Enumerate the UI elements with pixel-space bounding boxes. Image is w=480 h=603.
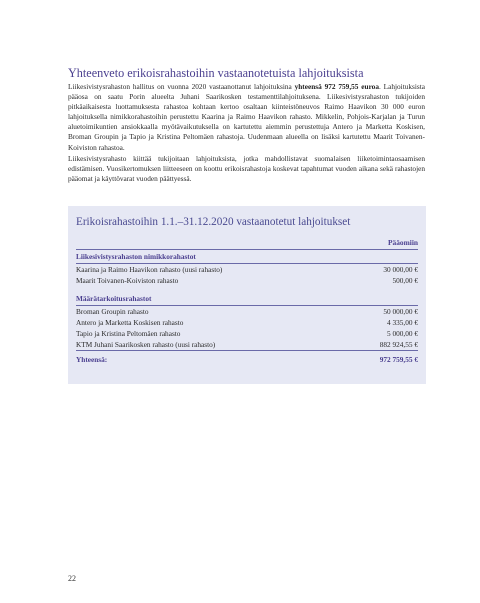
fund-name: KTM Juhani Saarikosken rahasto (uusi rahasto)	[76, 340, 216, 349]
page-heading: Yhteenveto erikoisrahastoihin vastaanotetuista lahjoituksista	[68, 66, 364, 80]
section-title-purpose-funds: Määrätarkoitusrahastot	[76, 292, 418, 306]
fund-name: Maarit Toivanen-Koiviston rahasto	[76, 276, 179, 285]
intro-text-start: Liikesivistysrahaston hallitus on vuonna 2020 vastaanottanut lahjoituksina	[68, 82, 295, 91]
fund-name: Broman Groupin rahasto	[76, 307, 149, 316]
fund-amount: 4 335,00 €	[386, 318, 418, 327]
total-label: Yhteensä:	[76, 355, 108, 364]
section-title-named-funds: Liikesivistysrahaston nimikkorahastot	[76, 250, 418, 264]
fund-amount: 50 000,00 €	[383, 307, 418, 316]
table-row	[76, 339, 418, 351]
table-title: Erikoisrahastoihin 1.1.–31.12.2020 vastaanotetut lahjoitukset	[76, 216, 351, 228]
fund-amount: 5 000,00 €	[386, 329, 418, 338]
intro-text-end: . Lahjoituksista pääosa on saatu Porin alueelta Juhani Saarikosken testamenttilahjoituksena. Liikesivistysrahaston tukijoiden pitkäaikaisesta luottamuksesta rahastoa kohtaan kertoo osaltaan kiinteistöneuvos Raimo Haavikon 30 000 euron lahjoituksella nimikkorahastoihin perustettu Kaarina ja Raimo Haavikon rahasto. Mikkelin, Pohjois-Karjalan ja Turun aluetoimikuntien ansiokkaalla myötävaikutuksella on kartutettu aiemmin perustettuja Antero ja Marketta Koskisen, Broman Groupin ja Tapio ja Kristina Peltomäen rahastoja. Uudenmaan alueella on lisäksi kartutettu Maarit Toivanen-Koiviston rahastoa.	[68, 82, 425, 152]
fund-name: Antero ja Marketta Koskisen rahasto	[76, 318, 184, 327]
table-row	[76, 275, 418, 286]
table-row	[76, 328, 418, 339]
table-row	[76, 317, 418, 328]
total-amount: 972 759,55 €	[379, 355, 418, 364]
fund-amount: 30 000,00 €	[383, 265, 418, 274]
thanks-paragraph: Liikesivistysrahasto kiittää tukijoitaan lahjoituksista, jotka mahdollistavat suomalaisen liiketoimintaosaamisen edistämisen. Vuosikertomuksen liitteeseen on koottu erikoisrahastoja koskevat tapahtumat vuoden aikana sekä rahastojen pääomat ja käyttövarat vuoden päättyessä.	[68, 154, 425, 184]
page-number: 22	[68, 574, 76, 583]
total-row	[76, 351, 418, 365]
fund-amount: 882 924,55 €	[379, 340, 418, 349]
fund-name: Tapio ja Kristina Peltomäen rahasto	[76, 329, 181, 338]
total-highlight: yhteensä 972 759,55 euroa	[294, 82, 379, 91]
fund-name: Kaarina ja Raimo Haavikon rahasto (uusi rahasto)	[76, 265, 223, 274]
table-row	[76, 264, 418, 275]
intro-paragraph	[68, 82, 425, 153]
fund-amount: 500,00 €	[392, 276, 418, 285]
donations-table-box	[68, 206, 426, 384]
column-header: Pääomiin	[76, 238, 418, 250]
table-row	[76, 306, 418, 317]
